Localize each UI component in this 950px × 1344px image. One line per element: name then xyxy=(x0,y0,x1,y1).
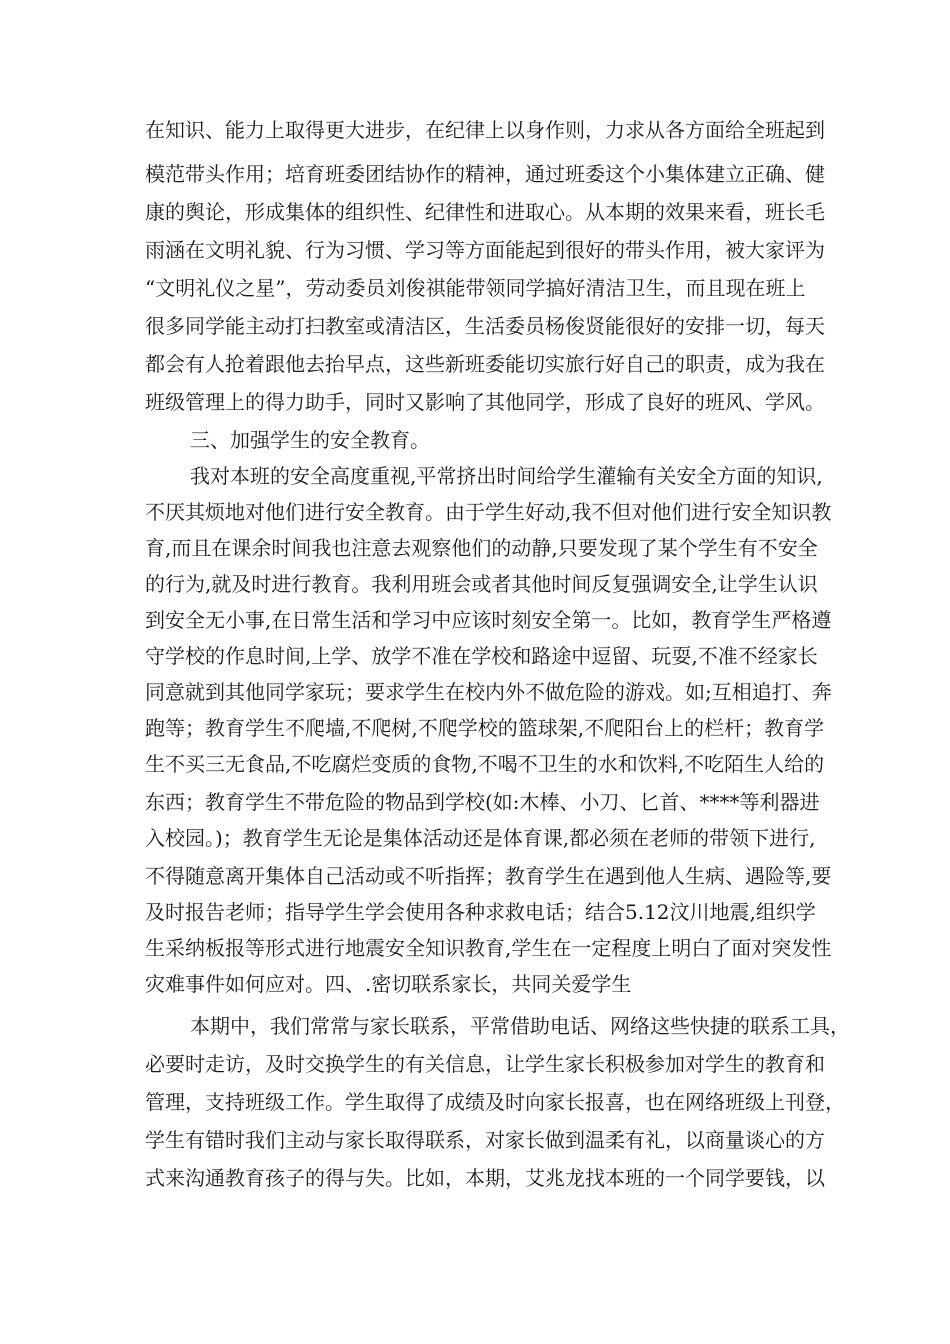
text-line: 到安全无小事,在日常生活和学习中应该时刻安全第一。比如，教育学生严格遵 xyxy=(145,608,832,632)
text-line: 不得随意离开集体自己活动或不听指挥；教育学生在遇到他人生病、遇险等,要 xyxy=(145,864,832,888)
text-line: 守学校的作息时间,上学、放学不准在学校和路途中逗留、玩耍,不准不经家长 xyxy=(145,644,818,668)
text-line: 班级管理上的得力助手，同时又影响了其他同学，形成了良好的班风、学风。 xyxy=(145,390,825,414)
text-line: 生不买三无食品,不吃腐烂变质的食物,不喝不卫生的水和饮料,不吃陌生人给的 xyxy=(145,752,825,776)
text-line: 雨涵在文明礼貌、行为习惯、学习等方面能起到很好的带头作用，被大家评为 xyxy=(145,238,825,262)
text-line: 必要时走访，及时交换学生的有关信息，让学生家长积极参加对学生的教育和 xyxy=(145,1052,825,1076)
text-line: 入校园。)；教育学生无论是集体活动还是体育课,都必须在老师的带领下进行, xyxy=(145,826,816,850)
text-line: 的行为,就及时进行教育。我利用班会或者其他时间反复强调安全,让学生认识 xyxy=(145,572,818,596)
text-line: 康的舆论，形成集体的组织性、纪律性和进取心。从本期的效果来看，班长毛 xyxy=(145,200,825,224)
text-line: “文明礼仪之星”，劳动委员刘俊祺能带领同学搞好清洁卫生，而且现在班上 xyxy=(145,276,806,300)
text-line: 都会有人抢着跟他去抬早点，这些新班委能切实旅行好自己的职责，成为我在 xyxy=(145,352,825,376)
text-line: 及时报告老师；指导学生学会使用各种求救电话；结合5.12汶川地震,组织学 xyxy=(145,900,816,924)
text-line: 在知识、能力上取得更大进步，在纪律上以身作则，力求从各方面给全班起到 xyxy=(145,118,825,142)
text-line: 本期中，我们常常与家长联系，平常借助电话、网络这些快捷的联系工具， xyxy=(190,1014,850,1038)
text-line: 模范带头作用；培育班委团结协作的精神，通过班委这个小集体建立正确、健 xyxy=(145,162,825,186)
text-line: 式来沟通教育孩子的得与失。比如，本期，艾兆龙找本班的一个同学要钱，以 xyxy=(145,1166,825,1190)
text-line: 育,而且在课余时间我也注意去观察他们的动静,只要发现了某个学生有不安全 xyxy=(145,536,818,560)
section-heading: 三、加强学生的安全教育。 xyxy=(190,428,430,452)
text-line: 灾难事件如何应对。四、.密切联系家长，共同关爱学生 xyxy=(145,972,632,996)
text-line: 生采纳板报等形式进行地震安全知识教育,学生在一定程度上明白了面对突发性 xyxy=(145,936,832,960)
text-line: 我对本班的安全高度重视,平常挤出时间给学生灌输有关安全方面的知识, xyxy=(190,464,823,488)
text-line: 管理，支持班级工作。学生取得了成绩及时向家长报喜，也在网络班级上刊登， xyxy=(145,1090,845,1114)
text-line: 东西；教育学生不带危险的物品到学校(如:木棒、小刀、匕首、****等利器进 xyxy=(145,790,820,814)
text-line: 跑等；教育学生不爬墙,不爬树,不爬学校的篮球架,不爬阳台上的栏杆；教育学 xyxy=(145,716,825,740)
text-line: 很多同学能主动打扫教室或清洁区，生活委员杨俊贤能很好的安排一切，每天 xyxy=(145,314,825,338)
text-line: 同意就到其他同学家玩；要求学生在校内外不做危险的游戏。如;互相追打、奔 xyxy=(145,680,832,704)
text-line: 不厌其烦地对他们进行安全教育。由于学生好动,我不但对他们进行安全知识教 xyxy=(145,500,832,524)
text-line: 学生有错时我们主动与家长取得联系，对家长做到温柔有礼，以商量谈心的方 xyxy=(145,1128,825,1152)
